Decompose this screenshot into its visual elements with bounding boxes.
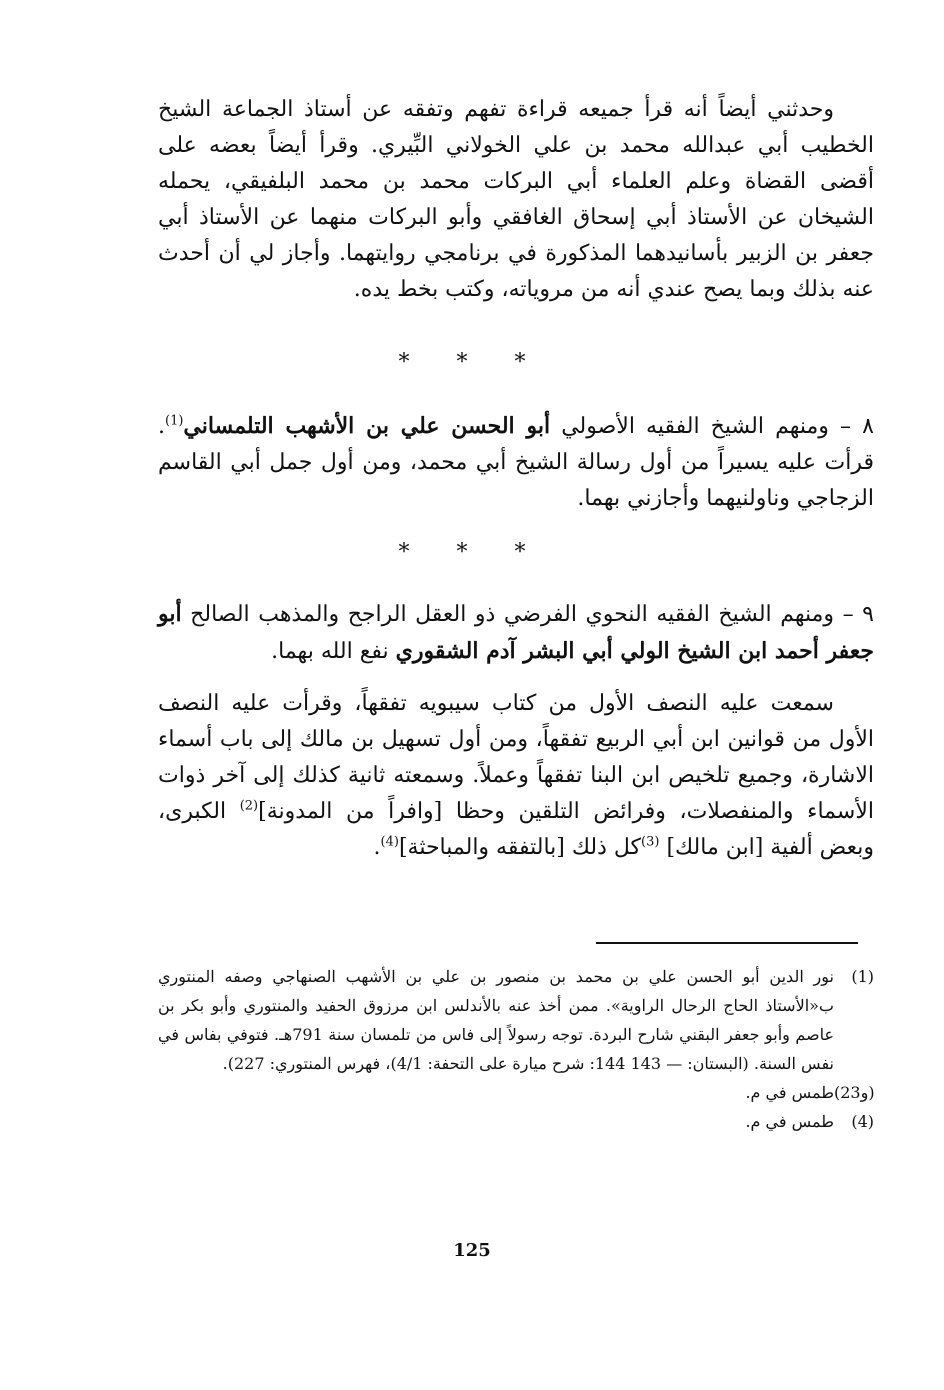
scholar-name: أبو الحسن علي بن الأشهب التلمساني [183,413,551,439]
paragraph-studies [158,686,874,866]
scholar-name: أبو جعفر أحمد ابن الشيخ الولي أبي البشر آدم الشقوري [158,601,874,664]
footnote-number: (1) [851,967,874,986]
footnote-ref: (2) [239,798,259,814]
paragraph-text [158,686,874,866]
footnote-item [158,1107,874,1136]
entry-8 [158,408,874,517]
footnote-item [158,962,874,1078]
footnote-text: نور الدين أبو الحسن علي بن محمد بن منصور بن علي بن الأشهب الصنهاجي وصفه المنتوري ب«الأستاذ الحاج الرحال الراوية». ممن أخذ عنه بالأندلس ابن مرزوق الحفيد والمنتوري وأبو بكر بن عاصم وأبو جعفر البقني شارح البردة. توجه رسولاً إلى فاس من تلمسان سنة 791هـ. فتوفي بفاس في نفس السنة. (البستان: — 143 144: شرح ميارة على التحفة: 4/1)، فهرس المنتوري: 227). [158,967,834,1073]
paragraph-narration [158,92,874,308]
section-separator: * * * [398,540,546,565]
footnote-text: طمس في م. [745,1083,834,1102]
page-number: 125 [453,1240,491,1261]
text-segment: الكبرى، وبعض ألفية [ابن مالك] [158,799,874,860]
section-separator: * * * [398,350,546,375]
entry-text: . قرأت عليه يسيراً من أول رسالة الشيخ أبي محمد، ومن أول جمل أبي القاسم الزجاجي وناولنيهما وأجازني بهما. [158,414,874,511]
paragraph-text: وحدثني أيضاً أنه قرأ جميعه قراءة تفهم وتفقه عن أستاذ الجماعة الشيخ الخطيب أبي عبدالله محمد بن علي الخولاني البِّيري. وقرأ أيضاً بعضه على أقضى القضاة وعلم العلماء أبي البركات محمد بن محمد البلفيقي، يحمله الشيخان عن الأستاذ أبي إسحاق الغافقي وأبو البركات منهما عن الأستاذ أبي جعفر بن الزبير بأسانيدهما المذكورة في برنامجي روايتهما. وأجاز لي أن أحدث عنه بذلك وبما يصح عندي أنه من مروياته، وكتب بخط يده. [158,97,874,302]
footnote-number: (4) [851,1112,874,1131]
entry-intro: ٩ – ومنهم الشيخ الفقيه النحوي الفرضي ذو العقل الراجح والمذهب الصالح [190,602,874,627]
footnotes [158,962,874,1136]
text-segment: سمعت عليه النصف الأول من كتاب سيبويه تفقهاً، وقرأت عليه النصف الأول من قوانين ابن أبي الربيع تفقهاً، ومن أول تسهيل بن مالك إلى باب أسماء الاشارة، وجميع تلخيص ابن البنا تفقهاً وعملاً. وسمعته ثانية كذلك إلى آخر ذوات الأسماء والمنفصلات، وفرائض التلقين وحظا [وافراً من المدونة] [158,691,874,824]
text-segment: . [373,835,381,860]
entry-intro: ٨ – ومنهم الشيخ الفقيه الأصولي [561,414,874,439]
footnote-text: طمس في م. [745,1112,834,1131]
footnote-ref: (3) [641,834,660,850]
footnote-number: (2و3) [834,1083,875,1102]
entry-9 [158,596,874,670]
entry-text: نفع الله بهما. [271,639,389,664]
footnote-ref: (4) [380,834,399,850]
text-segment: كل ذلك [بالتفقه والمباحثة] [398,835,642,860]
footnote-item [158,1078,874,1107]
footnote-ref: (1) [165,413,184,429]
footnote-divider [596,942,858,944]
